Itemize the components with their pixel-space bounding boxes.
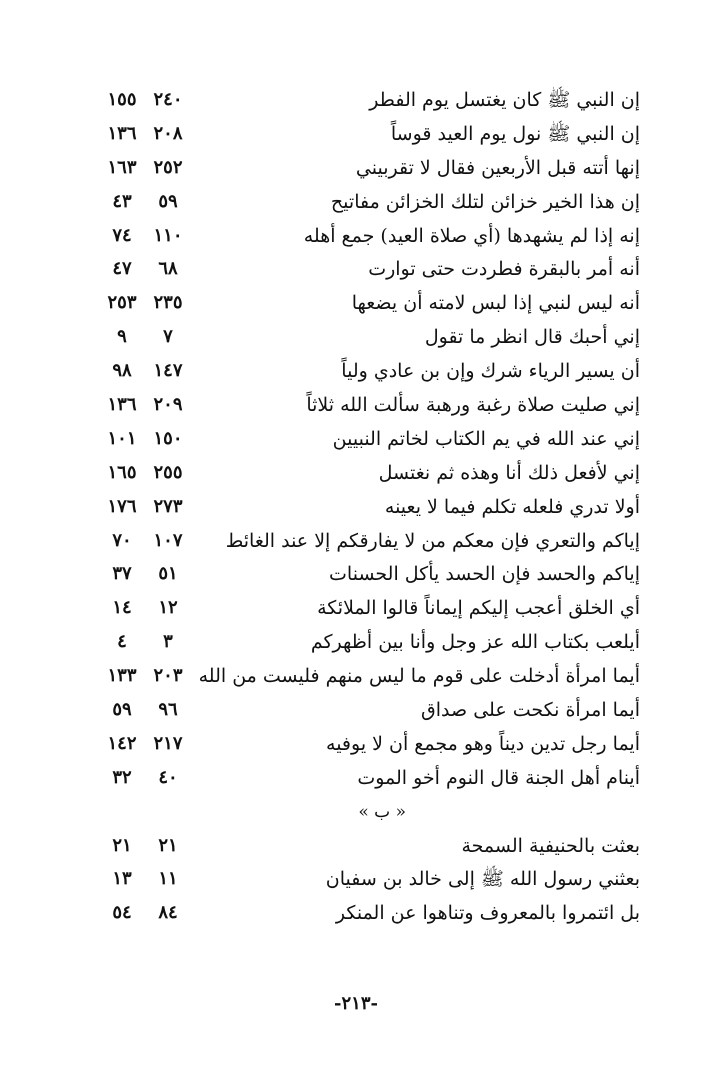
- page-number: -٢١٣-: [334, 993, 378, 1014]
- index-entry: [0, 626, 712, 660]
- hadith-number: ١٤٧: [153, 360, 183, 382]
- page-reference: ٣٧: [112, 563, 132, 585]
- hadith-text: أيما امرأة أدخلت على قوم ما ليس منهم فليست من الله: [198, 665, 640, 688]
- hadith-text: إياكم والحسد فإن الحسد يأكل الحسنات: [329, 563, 640, 586]
- hadith-number: ٨٤: [158, 902, 178, 924]
- hadith-text: إني أحبك قال انظر ما تقول: [424, 326, 640, 349]
- hadith-text: بعثني رسول الله ﷺ إلى خالد بن سفيان: [325, 868, 640, 891]
- hadith-number: ٤٠: [158, 766, 178, 788]
- index-entry: [0, 728, 712, 762]
- index-entry: [0, 694, 712, 728]
- page-reference: ٧٤: [112, 224, 132, 246]
- hadith-text: إني صليت صلاة رغبة ورهبة سألت الله ثلاثاً: [306, 394, 640, 417]
- page-reference: ١٣٣: [107, 665, 137, 687]
- hadith-number: ٢٠٨: [153, 122, 183, 144]
- page-reference: ١٤٢: [107, 732, 137, 754]
- index-entry: [0, 253, 712, 287]
- hadith-text: بعثت بالحنيفية السمحة: [461, 834, 640, 857]
- page-reference: ٥٤: [112, 902, 132, 924]
- page-reference: ٤٧: [112, 258, 132, 280]
- hadith-text: إن النبي ﷺ كان يغتسل يوم الفطر: [369, 89, 640, 111]
- page-reference: ٤٣: [112, 190, 132, 212]
- hadith-number: ٥١: [158, 563, 178, 585]
- hadith-number: ٥٩: [158, 190, 178, 212]
- hadith-number: ٧: [163, 326, 173, 348]
- index-entry: [0, 897, 712, 931]
- section-heading: [0, 796, 712, 830]
- page-reference: ١٦٥: [107, 461, 137, 483]
- index-entry: [0, 558, 712, 592]
- index-entry: [0, 287, 712, 321]
- hadith-text: إنه إذا لم يشهدها (أي صلاة العيد) جمع أهله: [303, 224, 640, 247]
- page-reference: ١٦٣: [107, 156, 137, 178]
- hadith-number: ٩٦: [158, 699, 178, 721]
- hadith-text: أن يسير الرياء شرك وإن بن عادي ولياً: [341, 360, 640, 383]
- page-reference: ٩: [117, 326, 127, 348]
- hadith-text: أيما رجل تدين ديناً وهو مجمع أن لا يوفيه: [326, 732, 640, 755]
- hadith-number: ٢١٧: [153, 732, 183, 754]
- hadith-number: ١٠٧: [153, 529, 183, 551]
- index-entry: [0, 457, 712, 491]
- page-reference: ١٧٦: [107, 495, 137, 517]
- hadith-number: ٣: [163, 631, 173, 653]
- hadith-number: ٢١: [158, 834, 178, 856]
- hadith-text: أي الخلق أعجب إليكم إيماناً قالوا الملائكة: [317, 597, 640, 620]
- page-reference: ٢١: [112, 834, 132, 856]
- index-entry: [0, 118, 712, 152]
- index-entry: [0, 525, 712, 559]
- index-entry: [0, 423, 712, 457]
- index-entry: [0, 355, 712, 389]
- hadith-text: أنه أمر بالبقرة فطردت حتى توارت: [368, 258, 640, 281]
- hadith-number: ٢٥٥: [153, 461, 183, 483]
- hadith-number: ١٥٠: [153, 427, 183, 449]
- hadith-text: أيما امرأة نكحت على صداق: [421, 699, 640, 722]
- index-entry: [0, 762, 712, 796]
- hadith-number: ٢٥٢: [153, 156, 183, 178]
- hadith-text: أينام أهل الجنة قال النوم أخو الموت: [357, 766, 640, 789]
- hadith-text: إني لأفعل ذلك أنا وهذه ثم نغتسل: [378, 461, 640, 484]
- page-reference: ٢٥٣: [107, 292, 137, 314]
- index-entry: [0, 152, 712, 186]
- hadith-text: إنها أتته قبل الأربعين فقال لا تقربيني: [355, 156, 640, 179]
- hadith-text: إني عند الله في يم الكتاب لخاتم النبيين: [332, 427, 640, 450]
- hadith-number: ١١٠: [153, 224, 183, 246]
- page-reference: ٩٨: [112, 360, 132, 382]
- page-reference: ٥٩: [112, 699, 132, 721]
- hadith-text: إن النبي ﷺ نول يوم العيد قوساً: [390, 122, 640, 145]
- page-reference: ١٣٦: [107, 122, 137, 144]
- page-reference: ١٣٦: [107, 394, 137, 416]
- page-reference: ٣٢: [112, 766, 132, 788]
- index-entry: [0, 220, 712, 254]
- index-entry: [0, 389, 712, 423]
- page-reference: ٤: [117, 631, 127, 653]
- page-reference: ٧٠: [112, 529, 132, 551]
- page-reference: ١٣: [112, 868, 132, 890]
- hadith-text: إن هذا الخير خزائن لتلك الخزائن مفاتيح: [330, 190, 640, 213]
- hadith-text: أنه ليس لنبي إذا لبس لامته أن يضعها: [351, 292, 640, 315]
- index-entry: [0, 830, 712, 864]
- hadith-text: بل ائتمروا بالمعروف وتناهوا عن المنكر: [335, 902, 640, 925]
- hadith-number: ٢٧٣: [153, 495, 183, 517]
- page-reference: ١٤: [112, 597, 132, 619]
- hadith-number: ٦٨: [158, 258, 178, 280]
- index-entry: [0, 321, 712, 355]
- index-entry: [0, 84, 712, 118]
- index-entry: [0, 491, 712, 525]
- index-entry: [0, 186, 712, 220]
- index-entry: [0, 660, 712, 694]
- hadith-text: أيلعب بكتاب الله عز وجل وأنا بين أظهركم: [310, 631, 640, 654]
- hadith-number: ١١: [158, 868, 178, 890]
- hadith-index-list: [0, 84, 712, 931]
- hadith-number: ٢٠٣: [153, 665, 183, 687]
- page-reference: ١٠١: [107, 427, 137, 449]
- hadith-number: ٢٣٥: [153, 292, 183, 314]
- page-reference: ١٥٥: [107, 89, 137, 110]
- hadith-number: ١٢: [158, 597, 178, 619]
- hadith-text: إياكم والتعري فإن معكم من لا يفارقكم إلا عند الغائط: [225, 529, 640, 552]
- hadith-number: ٢٠٩: [153, 394, 183, 416]
- hadith-number: ٢٤٠: [153, 89, 183, 110]
- hadith-text: أولا تدري فلعله تكلم فيما لا يعينه: [384, 495, 640, 518]
- index-entry: [0, 592, 712, 626]
- section-letter: « ب »: [358, 801, 406, 822]
- index-entry: [0, 863, 712, 897]
